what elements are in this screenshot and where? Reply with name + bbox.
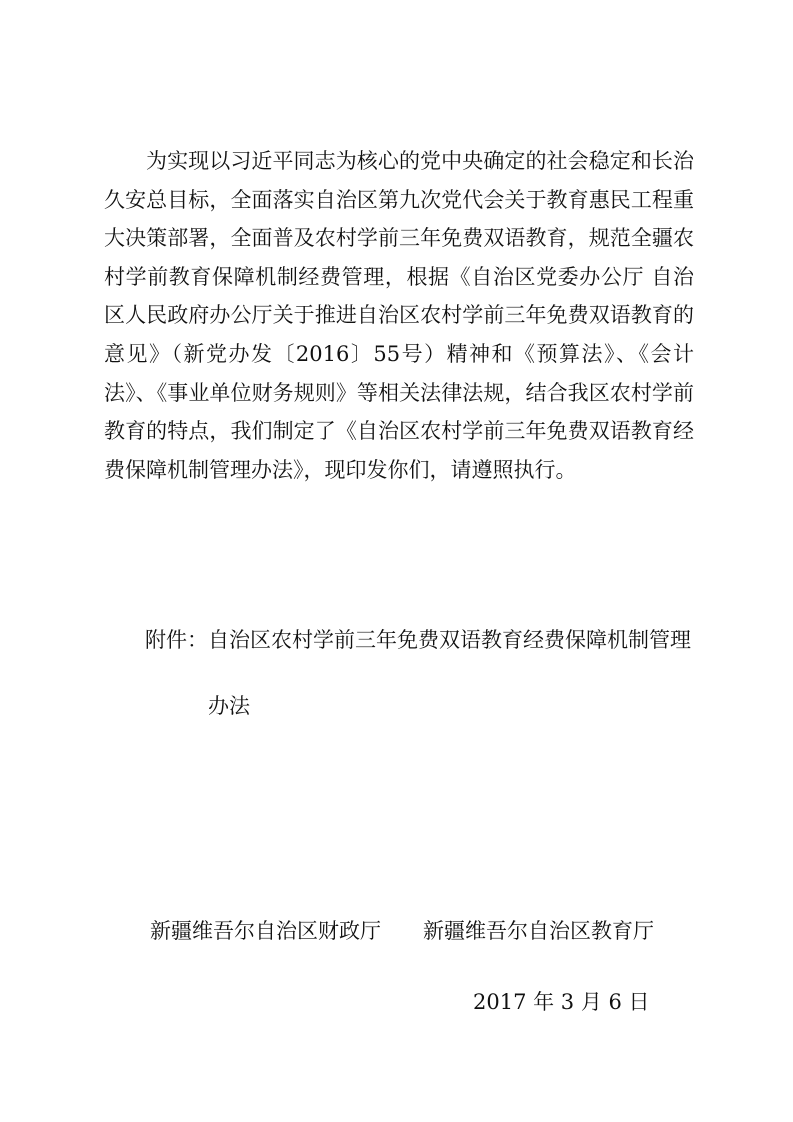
attachment-title-line1: 自治区农村学前三年免费双语教育经费保障机制管理 bbox=[208, 628, 691, 652]
attachment-title-line2: 办法 bbox=[208, 694, 250, 718]
issuing-agencies bbox=[150, 915, 654, 945]
attachment-label: 附件： bbox=[145, 628, 208, 652]
signer-education-department: 新疆维吾尔自治区教育厅 bbox=[423, 919, 654, 943]
issue-date: 2017 年 3 月 6 日 bbox=[473, 990, 650, 1014]
body-paragraph: 为实现以习近平同志为核心的党中央确定的社会稳定和长治久安总目标，全面落实自治区第九次党代会关于教育惠民工程重大决策部署，全面普及农村学前三年免费双语教育，规范全疆农村学前教育保障机制经费管理，根据《自治区党委办公厅 自治区人民政府办公厅关于推进自治区农村学前三年免费双语教育的意见》（新党办发〔2016〕55号）精神和《预算法》、《会计法》、《事业单位财务规则》等相关法律法规，结合我区农村学前教育的特点，我们制定了《自治区农村学前三年免费双语教育经费保障机制管理办法》，现印发你们，请遵照执行。 bbox=[104, 149, 694, 482]
signer-finance-department: 新疆维吾尔自治区财政厅 bbox=[150, 919, 381, 943]
attachment-note bbox=[145, 607, 705, 739]
